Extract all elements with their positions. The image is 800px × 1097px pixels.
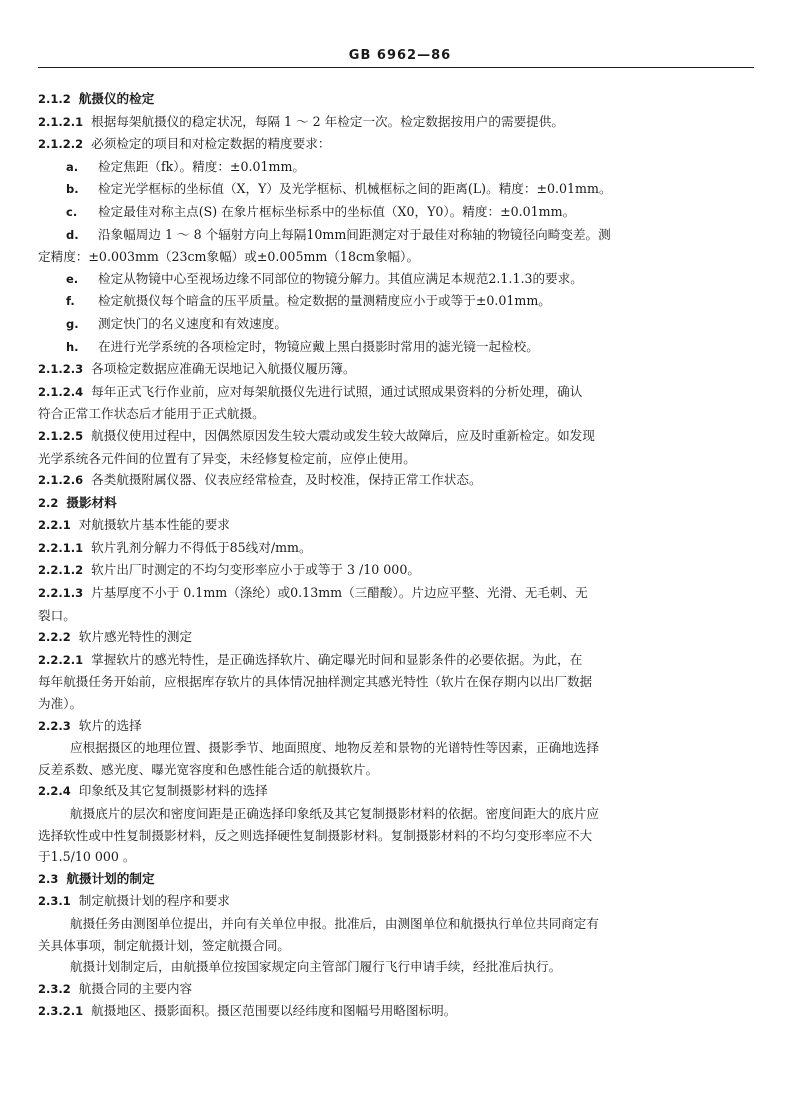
clause-line [38,780,758,803]
clause-line [38,381,758,404]
document-body [38,88,758,1023]
clause-number: 2.2.1.1 [38,540,84,555]
list-item [38,268,758,291]
list-item [38,313,758,336]
clause-number: 2.2.4 [38,784,71,799]
clause-number: 2.2.3 [38,718,71,733]
clause-line [38,514,758,537]
clause-text: 航摄任务由测图单位提出，并向有关单位申报。批准后，由测图单位和航摄执行单位共同商定有 [70,915,599,931]
clause-number: 2.2 [38,495,59,510]
clause-text: 航摄计划制定后，由航摄单位按国家规定向主管部门履行飞行申请手续，经批准后执行。 [70,959,562,975]
clause-line [38,537,758,560]
clause-line [38,133,758,156]
clause-text: 必须检定的项目和对检定数据的精度要求： [91,136,331,152]
clause-number: 2.1.2.2 [38,137,84,152]
clause-text: 关具体事项，制定航摄计划，签定航摄合同。 [38,937,290,953]
clause-text: 测定快门的名义速度和有效速度。 [98,315,287,331]
item-letter: d. [66,227,79,242]
clause-text: 片基厚度不小于 0.1mm（涤纶）或0.13mm（三醋酸）。片边应平整、光滑、无毛刺、无 [91,585,588,601]
list-item [38,156,758,179]
text-line [38,803,758,825]
clause-line [38,715,758,738]
clause-number: 2.2.2 [38,630,71,645]
text-line [38,935,758,957]
text-line [38,956,758,978]
clause-line [38,1000,758,1023]
clause-text: 软片的选择 [78,717,142,733]
clause-text: 摄影材料 [66,494,117,510]
clause-number: 2.2.2.1 [38,652,84,667]
clause-text: 检定航摄仪每个暗盒的压平质量。检定数据的量测精度应小于或等于±0.01mm。 [98,293,551,309]
item-letter: b. [66,182,79,197]
clause-text: 航摄地区、摄影面积。摄区范围要以经纬度和图幅号用略图标明。 [91,1003,457,1019]
clause-line [38,111,758,134]
clause-text: 航摄合同的主要内容 [78,980,193,996]
clause-number: 2.1.2.3 [38,362,84,377]
clause-text: 对航摄软片基本性能的要求 [78,517,230,533]
text-line [38,737,758,759]
item-letter: h. [66,339,79,354]
clause-number: 2.2.1.3 [38,586,84,601]
clause-text: 各类航摄附属仪器、仪表应经常检查，及时校准，保持正常工作状态。 [91,472,482,488]
text-line [38,693,758,715]
clause-text: 掌握软片的感光特性，是正确选择软片、确定曝光时间和显影条件的必要依据。为此，在 [91,651,583,667]
clause-number: 2.1.2.1 [38,114,84,129]
clause-text: 航摄仪使用过程中，因偶然原因发生较大震动或发生较大故障后，应及时重新检定。如发现 [91,427,595,443]
clause-text: 沿象幅周边 1 ～ 8 个辐射方向上每隔10mm间距测定对于最佳对称轴的物镜径向畸变差。测 [98,226,611,242]
text-line [38,448,758,470]
clause-text: 检定最佳对称主点(S) 在象片框标坐标系中的坐标值（X0，Y0）。精度：±0.01mm。 [98,203,576,219]
clause-text: 软片感光特性的测定 [78,629,193,645]
clause-text: 航摄底片的层次和密度间距是正确选择印象纸及其它复制摄影材料的依据。密度间距大的底片应 [70,806,599,821]
clause-text: 制定航摄计划的程序和要求 [78,893,230,909]
text-line [38,605,758,627]
item-letter: e. [66,271,79,286]
clause-number: 2.1.2 [38,92,71,106]
clause-text: 印象纸及其它复制摄影材料的选择 [78,783,268,799]
clause-text: 光学系统各元件间的位置有了异变，未经修复检定前，应停止使用。 [38,450,416,466]
clause-text: 每年航摄任务开始前，应根据库存软片的具体情况抽样测定其感光特性（软片在保存期内以出厂数据 [38,674,593,690]
clause-text: 裂口。 [38,607,76,623]
clause-number: 2.3 [38,871,59,886]
header-rule [38,67,754,68]
clause-number: 2.2.1.2 [38,563,84,578]
clause-line [38,868,758,891]
clause-text: 每年正式飞行作业前，应对每架航摄仪先进行试照，通过试照成果资料的分析处理，确认 [91,383,583,399]
item-letter: f. [66,294,75,309]
clause-line [38,425,758,448]
clause-text: 符合正常工作状态后才能用于正式航摄。 [38,406,265,422]
clause-text: 选择软性或中性复制摄影材料，反之则选择硬性复制摄影材料。复制摄影材料的不均匀变形率应不大 [38,827,593,843]
clause-number: 2.3.2 [38,981,71,996]
clause-number: 2.1.2.6 [38,473,84,488]
clause-line [38,978,758,1001]
list-item [38,201,758,224]
clause-text: 为准）。 [38,696,83,712]
clause-text: 航摄计划的制定 [66,870,155,886]
clause-text: 软片乳剂分解力不得低于85线对/mm。 [91,539,312,555]
clause-line [38,626,758,649]
clause-line [38,492,758,515]
list-item [38,290,758,313]
text-line [38,671,758,693]
list-item [38,224,758,247]
clause-text: 反差系数、感光度、曝光宽容度和色感性能合适的航摄软片。 [38,761,379,777]
clause-text: 航摄仪的检定 [78,91,155,106]
clause-line [38,358,758,381]
text-line [38,913,758,935]
text-line [38,846,758,868]
text-line [38,825,758,847]
clause-line [38,649,758,672]
clause-text: 软片出厂时测定的不均匀变形率应小于或等于 3 /10 000。 [91,562,420,578]
item-letter: c. [66,204,78,219]
clause-text: 检定从物镜中心至视场边缘不同部位的物镜分解力。其值应满足本规范2.1.1.3的要求。 [98,270,583,286]
clause-line [38,469,758,492]
item-letter: g. [66,316,79,331]
clause-text: 检定焦距（fk）。精度：±0.01mm。 [98,158,306,174]
clause-line [38,559,758,582]
text-line [38,246,758,268]
clause-text: 根据每架航摄仪的稳定状况，每隔 1 ～ 2 年检定一次。检定数据按用户的需要提供。 [91,113,564,129]
text-line [38,759,758,781]
clause-line [38,890,758,913]
list-item [38,336,758,359]
clause-number: 2.2.1 [38,518,71,533]
clause-line [38,582,758,605]
clause-number: 2.3.1 [38,894,71,909]
text-line [38,403,758,425]
clause-text: 定精度：±0.003mm（23cm象幅）或±0.005mm（18cm象幅）。 [38,249,420,265]
clause-number: 2.1.2.5 [38,428,84,443]
item-letter: a. [66,159,79,174]
clause-text: 在进行光学系统的各项检定时，物镜应戴上黑白摄影时常用的滤光镜一起检校。 [98,338,539,354]
clause-number: 2.3.2.1 [38,1004,84,1019]
clause-text: 各项检定数据应准确无误地记入航摄仪履历簿。 [91,361,356,377]
page-header: GB 6962—86 [348,48,452,63]
clause-text: 于1.5/10 000 。 [38,849,136,865]
clause-text: 应根据摄区的地理位置、摄影季节、地面照度、地物反差和景物的光谱特性等因素，正确地选择 [70,740,599,756]
clause-number: 2.1.2.4 [38,384,84,399]
clause-line [38,88,758,111]
clause-text: 检定光学框标的坐标值（X，Y）及光学框标、机械框标之间的距离(L)。精度：±0.01mm。 [98,181,612,197]
list-item [38,178,758,201]
